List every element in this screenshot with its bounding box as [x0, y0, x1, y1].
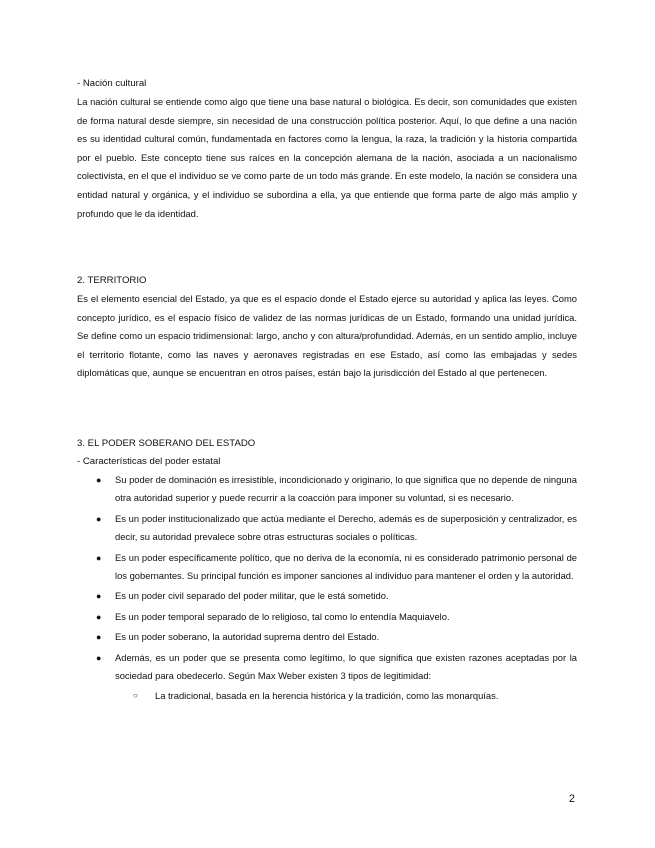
list-item-text: Su poder de dominación es irresistible, incondicionado y originario, lo que significa que no depende de ninguna otra autoridad superior y puede recurrir a la coacción para imponer su voluntad, si es necesario. [115, 474, 577, 504]
sub-list-item [77, 687, 577, 705]
list-item [77, 510, 577, 547]
list-item [77, 587, 577, 605]
bullet-icon: ● [96, 591, 102, 602]
bullet-icon: ● [96, 652, 102, 663]
page-number: 2 [568, 793, 575, 805]
list-item-text: Además, es un poder que se presenta como legítimo, lo que significa que existen razones aceptadas por la sociedad para obedecerlo. Según Max Weber existen 3 tipos de legitimidad: [115, 651, 577, 682]
bullet-list [77, 471, 577, 685]
list-item-text: Es un poder temporal separado de lo religioso, tal como lo entendía Maquiavelo. [115, 610, 450, 622]
bullet-icon: ● [96, 632, 102, 643]
sub-bullet-list [77, 687, 577, 705]
bullet-icon: ● [96, 475, 102, 485]
list-item [77, 649, 577, 686]
bullet-icon: ● [96, 611, 102, 622]
list-item-text: Es un poder específicamente político, que no deriva de la economía, ni es considerado patrimonio personal de los gobernantes. Su principal función es imponer sanciones al individuo para mantener el orden y la autoridad. [115, 551, 577, 582]
section-subheading: - Características del poder estatal [77, 456, 221, 467]
list-item-text: Es un poder institucionalizado que actúa mediante el Derecho, además es de superposición y centralizador, es decir, su autoridad prevalece sobre otras estructuras sociales o políticas. [115, 512, 577, 543]
list-item [77, 628, 577, 646]
list-item-text: Es un poder civil separado del poder militar, que le está sometido. [115, 590, 389, 602]
bullet-icon: ● [96, 552, 102, 563]
section-nacion-cultural [77, 75, 577, 223]
section-heading: 2. TERRITORIO [77, 275, 147, 286]
section-territorio [77, 272, 577, 383]
section-paragraph: La nación cultural se entiende como algo que tiene una base natural o biológica. Es decir, son comunidades que existen de forma natural desde siempre, sin necesidad de una construcción política posterior. Aquí, lo que define a una nación es su identidad cultural común, fundamentada en factores como la lengua, la raza, la tradición y la historia compartida por el pueblo. Este concepto tiene sus raíces en la concepción alemana de la nación, asociada a un nacionalismo colectivista, en el que el individuo se ve como parte de un todo más grande. En este modelo, la nación se considera una entidad natural y orgánica, y el individuo se subordina a ella, ya que entiende que forma parte de algo más amplio y profundo que le da identidad. [77, 96, 577, 219]
sub-list-item-text: La tradicional, basada en la herencia histórica y la tradición, como las monarquías. [155, 690, 499, 702]
list-item [77, 608, 577, 626]
bullet-icon: ● [96, 513, 102, 524]
section-heading: 3. EL PODER SOBERANO DEL ESTADO [77, 438, 256, 449]
hollow-bullet-icon: ○ [133, 691, 138, 701]
list-item [77, 471, 577, 508]
section-heading: - Nación cultural [77, 78, 147, 89]
list-item [77, 549, 577, 586]
section-paragraph: Es el elemento esencial del Estado, ya que es el espacio donde el Estado ejerce su autoridad y aplica las leyes. Como concepto jurídico, es el espacio físico de validez de las normas jurídicas de un Estado, formando una unidad jurídica. Se define como un espacio tridimensional: largo, ancho y con altura/profundidad. Además, en un sentido amplio, incluye el territorio flotante, como las naves y aeronaves registradas en ese Estado, así como las embajadas y sedes diplomáticas que, aunque se encuentran en otros países, están bajo la jurisdicción del Estado al que pertenecen. [77, 293, 577, 379]
section-poder-soberano [77, 435, 577, 706]
list-item-text: Es un poder soberano, la autoridad suprema dentro del Estado. [115, 631, 380, 643]
